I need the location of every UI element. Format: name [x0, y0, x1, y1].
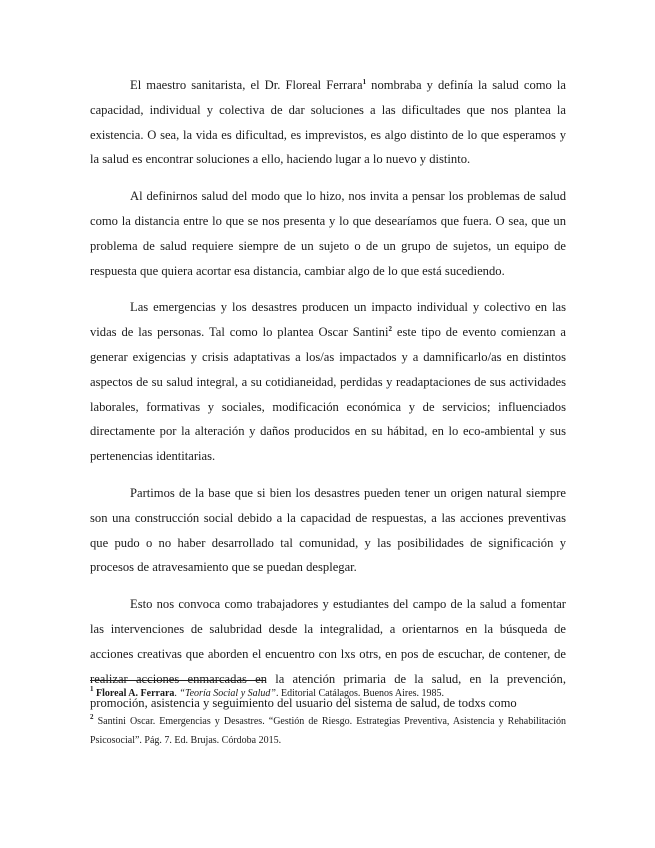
footnote — [90, 712, 566, 750]
paragraph: Las emergencias y los desastres producen un impacto individual y colectivo en las vidas de las personas. Tal como lo plantea Oscar Santini$^2$ este tipo de evento comienzan a generar exigencias y crisis adaptativas a los/as impactados y a damnificarlo/as en distintos aspectos de su salud integral, a su cotidianeidad, perdidas y readaptaciones de sus actividades laborales, formativas y sociales, modificación económica y de servicios; influenciados directamente por la alteración y daños producidos en su hábitad, en lo eco-ambiental y sus pertenencias identitarias. — [90, 300, 567, 464]
footnote-ref[interactable]: 1 — [362, 78, 367, 86]
footnote: $^1$ Floreal A. Ferrara. “Teoría Social y Salud”. Editorial Catálagos. Buenos Aires. 1985. — [90, 685, 445, 699]
paragraph: Al definirnos salud del modo que lo hizo, nos invita a pensar los problemas de salud como la distancia entre lo que se nos presenta y lo que desearíamos que fuera. O sea, que un problema de salud requiere siempre de un sujeto o de un grupo de sujetos, un equipo de respuesta que quiera acortar esa distancia, cambiar algo de lo que está sucediendo. — [90, 189, 566, 278]
paragraph: Partimos de la base que si bien los desastres pueden tener un origen natural siempre son una construcción social debido a la capacidad de respuestas, a las acciones preventivas que pudo o no haber desarrollado tal comunidad, y las posibilidades de significación y procesos de atravesamiento que se puedan desplegar. — [90, 485, 566, 575]
paragraph: Esto nos convoca como trabajadores y estudiantes del campo de la salud a fomentar las intervenciones de salubridad desde la integralidad, a orientarnos en la búsqueda de acciones creativas que aborden el encuentro con lxs otrs, en pos de escuchar, de contener, de realizar acciones enmarcadas en la atención primaria de la salud, en la prevención, promoción, asistencia y seguimiento del usuario del sistema de salud, de todxs como — [90, 597, 566, 711]
paragraph: El maestro sanitarista, el Dr. Floreal Ferrara$^1$ nombraba y definía la salud como la capacidad, individual y colectiva de dar soluciones a las dificultades que nos plantea la existencia. O sea, la vida es dificultad, es imprevistos, es algo distinto de lo que esperamos y la salud es encontrar soluciones a ello, haciendo lugar a lo nuevo y distinto. — [90, 78, 566, 167]
footnote-separator — [90, 680, 266, 681]
footnote-title: “Teoría Social y Salud” — [179, 688, 276, 699]
footnotes — [90, 684, 566, 759]
footnote-author: Floreal A. Ferrara — [96, 688, 175, 699]
footnote-ref[interactable]: 2 — [388, 325, 392, 334]
footnote-text: Santini Oscar. Emergencias y Desastres. “Gestión de Riesgo. Estrategias Preventiva, Asistencia y Rehabilitación Psicosocial”. Pág. 7. Ed. Brujas. Córdoba 2015. — [90, 716, 567, 746]
body-text — [90, 73, 566, 728]
footnote-number: 1 — [90, 685, 94, 693]
footnote-number: 2 — [90, 713, 94, 721]
